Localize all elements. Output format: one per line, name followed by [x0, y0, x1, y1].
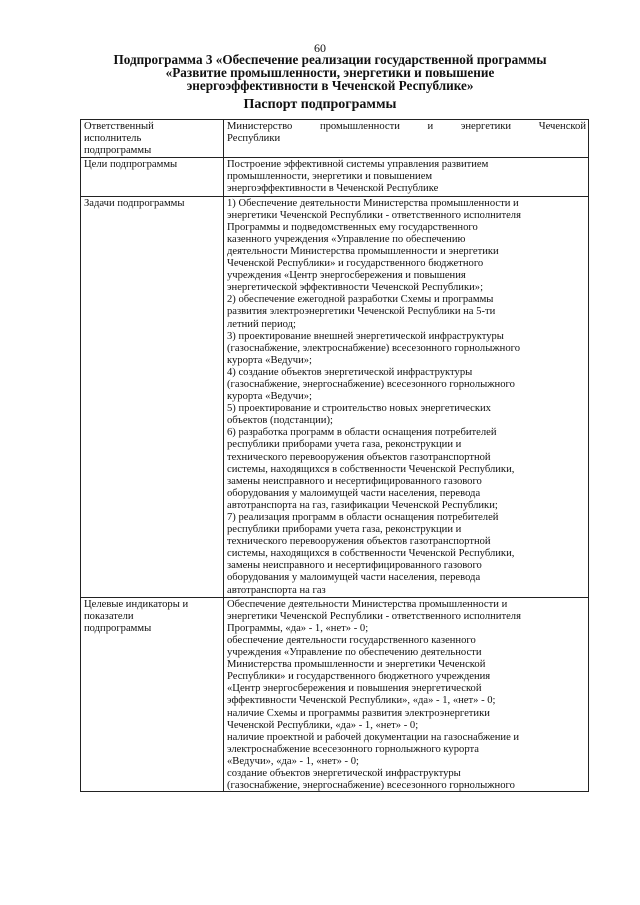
content-line: республики приборами учета газа, реконструкции и: [227, 439, 462, 451]
row-label-cell: [81, 196, 224, 597]
content-line: энергетики Чеченской Республики - ответственного исполнителя: [227, 610, 521, 622]
content-line: учреждения «Центр энергосбережения и повышения: [227, 270, 466, 282]
content-line: Министерство промышленности и энергетики Чеченской: [227, 121, 586, 132]
content-line: наличие Схемы и программы развития электроэнергетики: [227, 707, 490, 719]
content-line: оборудования у малоимущей части населения, перевода: [227, 487, 481, 499]
content-line: (газоснабжение, электроснабжение) всесезонного горнолыжного: [227, 342, 520, 354]
row-label-cell: [81, 158, 224, 196]
content-line: обеспечение деятельности государственного казенного: [227, 634, 476, 646]
content-line: оборудования у малоимущей части населения, перевода: [227, 572, 481, 584]
content-line: «Ведучи», «да» - 1, «нет» - 0;: [227, 755, 359, 767]
content-line: системы, находящихся в собственности Чеченской Республики,: [227, 548, 515, 560]
content-line: Программы, «да» - 1, «нет» - 0;: [227, 622, 369, 634]
passport-heading: Паспорт подпрограммы: [243, 97, 397, 112]
content-line: энергетики Чеченской Республики - ответственного исполнителя: [227, 209, 521, 221]
content-line: Обеспечение деятельности Министерства промышленности и: [227, 598, 508, 610]
table-row: [81, 120, 589, 158]
row-label-cell: [81, 120, 224, 158]
content-line: 6) разработка программ в области оснащения потребителей: [227, 427, 497, 439]
content-line: развития электроэнергетики Чеченской Республики на 5-ти: [227, 306, 496, 318]
content-line: замены неисправного и несертифицированного газового: [227, 560, 482, 572]
content-line: промышленности, энергетики и повышением: [227, 171, 433, 183]
content-line: 5) проектирование и строительство новых энергетических: [227, 403, 491, 415]
content-line: автотранспорта на газ: [227, 584, 326, 596]
label-line: Задачи подпрограммы: [84, 197, 185, 209]
content-line: 3) проектирование внешней энергетической инфраструктуры: [227, 330, 504, 342]
title-line: «Развитие промышленности, энергетики и повышение: [165, 65, 495, 80]
content-line: эффективности Чеченской Республики», «да» - 1, «нет» - 0;: [227, 695, 496, 707]
content-line: объектов (подстанции);: [227, 415, 333, 427]
content-line: Построение эффективной системы управления развитием: [227, 159, 489, 171]
row-content-cell: [224, 158, 589, 196]
label-line: Целевые индикаторы и: [84, 598, 189, 610]
label-line: показатели: [84, 610, 134, 622]
content-line: автотранспорта на газ, газификации Чеченской Республики;: [227, 499, 498, 511]
label-line: подпрограммы: [84, 145, 152, 157]
document-title: [60, 53, 600, 92]
content-line: Республики» и государственного бюджетного учреждения: [227, 671, 491, 683]
title-line: энергоэффективности в Чеченской Республике»: [186, 78, 474, 93]
content-line: деятельности Министерства промышленности и энергетики: [227, 245, 499, 257]
content-line: электроснабжение всесезонного горнолыжного курорта: [227, 743, 479, 755]
label-line: Цели подпрограммы: [84, 159, 178, 171]
content-line: технического перевооружения объектов газотранспортной: [227, 536, 491, 548]
row-content-cell: [224, 597, 589, 791]
content-line: Программы и подведомственных ему государственного: [227, 221, 478, 233]
row-content-cell: [224, 120, 589, 158]
row-label-cell: [81, 597, 224, 791]
table-row: [81, 597, 589, 791]
content-line: технического перевооружения объектов газотранспортной: [227, 451, 491, 463]
content-line: (газоснабжение, энергоснабжение) всесезонного горнолыжного: [227, 378, 515, 390]
content-line: 4) создание объектов энергетической инфраструктуры: [227, 366, 473, 378]
label-line: Ответственный: [84, 121, 154, 132]
content-line: летний период;: [227, 318, 296, 330]
content-line: казенного учреждения «Управление по обеспечению: [227, 233, 466, 245]
content-line: Чеченской Республики, «да» - 1, «нет» - 0;: [227, 719, 419, 731]
content-line: энергетической эффективности Чеченской Республики»;: [227, 282, 484, 294]
content-line: 7) реализация программ в области оснащения потребителей: [227, 512, 499, 523]
title-line: Подпрограмма 3 «Обеспечение реализации государственной программы: [113, 52, 547, 67]
content-line: замены неисправного и несертифицированного газового: [227, 475, 482, 487]
content-line: наличие проектной и рабочей документации на газоснабжение и: [227, 731, 520, 743]
content-line: Республики: [227, 133, 281, 145]
label-line: исполнитель: [84, 133, 142, 145]
content-line: (газоснабжение, энергоснабжение) всесезонного горнолыжного: [227, 780, 515, 792]
content-line: республики приборами учета газа, реконструкции и: [227, 524, 462, 536]
label-line: подпрограммы: [84, 622, 152, 634]
content-line: 2) обеспечение ежегодной разработки Схемы и программы: [227, 294, 494, 306]
content-line: системы, находящихся в собственности Чеченской Республики,: [227, 463, 515, 475]
content-line: курорта «Ведучи»;: [227, 354, 313, 366]
content-line: «Центр энергосбережения и повышения энергетической: [227, 683, 482, 695]
content-line: курорта «Ведучи»;: [227, 391, 313, 403]
table-row: [81, 158, 589, 196]
content-line: учреждения «Управление по обеспечению деятельности: [227, 647, 482, 659]
table-row: [81, 196, 589, 597]
row-content-cell: [224, 196, 589, 597]
content-line: создание объектов энергетической инфраструктуры: [227, 767, 461, 779]
content-line: Чеченской Республики» и государственного бюджетного: [227, 258, 484, 270]
content-line: 1) Обеспечение деятельности Министерства промышленности и: [227, 197, 519, 209]
page-number: 60: [314, 41, 326, 55]
passport-table: [80, 119, 589, 792]
content-line: энергоэффективности в Чеченской Республике: [227, 183, 439, 195]
content-line: Министерства промышленности и энергетики Чеченской: [227, 659, 486, 671]
